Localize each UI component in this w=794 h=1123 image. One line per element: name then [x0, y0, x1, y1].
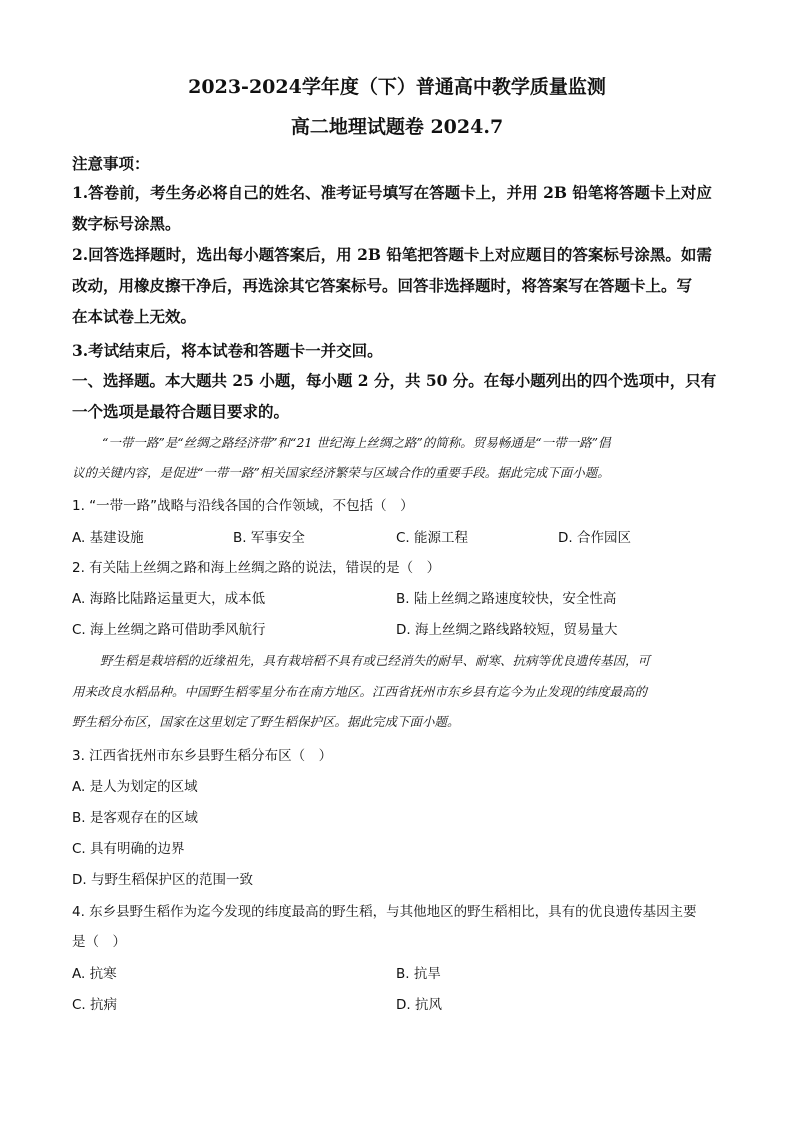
question-2-option-b: B. 陆上丝绸之路速度较快，安全性高	[396, 591, 617, 607]
passage-2-line-3: 野生稻分布区，国家在这里划定了野生稻保护区。据此完成下面小题。	[72, 714, 460, 729]
notice-item-2-line-2: 改动，用橡皮擦干净后，再选涂其它答案标号。回答非选择题时，将答案写在答题卡上。写	[72, 276, 693, 295]
notice-heading: 注意事项：	[72, 154, 150, 173]
question-1-option-c: C. 能源工程	[396, 530, 469, 546]
exam-title: 2023-2024学年度（下）普通高中教学质量监测	[188, 76, 606, 98]
exam-subtitle: 高二地理试题卷 2024.7	[290, 116, 504, 138]
question-4-stem-line-2: 是（ ）	[72, 934, 126, 950]
question-4-option-d: D. 抗风	[396, 997, 442, 1013]
notice-item-1-line-1: 1.答卷前，考生务必将自己的姓名、准考证号填写在答题卡上，并用 2B 铅笔将答题卡上对应	[72, 183, 712, 202]
question-3-stem: 3. 江西省抚州市东乡县野生稻分布区（ ）	[72, 748, 333, 764]
question-4-option-c: C. 抗病	[72, 997, 118, 1013]
question-4-option-b: B. 抗旱	[396, 966, 441, 982]
question-2-option-d: D. 海上丝绸之路线路较短，贸易量大	[396, 622, 618, 638]
passage-1-line-2: 议的关键内容，是促进“一带一路”相关国家经济繁荣与区域合作的重要手段。据此完成下面小题。	[72, 465, 610, 480]
question-2-stem: 2. 有关陆上丝绸之路和海上丝绸之路的说法，错误的是（ ）	[72, 560, 441, 576]
question-3-option-d: D. 与野生稻保护区的范围一致	[72, 872, 253, 888]
question-3-option-a: A. 是人为划定的区域	[72, 779, 198, 795]
question-3-option-b: B. 是客观存在的区域	[72, 810, 198, 826]
question-4-stem-line-1: 4. 东乡县野生稻作为迄今发现的纬度最高的野生稻，与其他地区的野生稻相比，具有的优良遗传基因主要	[72, 904, 697, 920]
question-3-option-c: C. 具有明确的边界	[72, 841, 185, 857]
question-1-stem: 1. “一带一路”战略与沿线各国的合作领域，不包括（ ）	[72, 498, 414, 514]
section-1-heading-line-2: 一个选项是最符合题目要求的。	[72, 402, 290, 421]
question-4-option-a: A. 抗寒	[72, 966, 117, 982]
notice-item-2-line-1: 2.回答选择题时，选出每小题答案后，用 2B 铅笔把答题卡上对应题目的答案标号涂黑。如需	[72, 245, 712, 264]
question-2-option-c: C. 海上丝绸之路可借助季风航行	[72, 622, 266, 638]
question-1-option-d: D. 合作园区	[558, 530, 631, 546]
passage-2-line-2: 用来改良水稻品种。中国野生稻零星分布在南方地区。江西省抚州市东乡县有迄今为止发现的纬度最高的	[72, 684, 648, 699]
passage-2-line-1: 野生稻是栽培稻的近缘祖先，具有栽培稻不具有或已经消失的耐旱、耐寒、抗病等优良遗传基因，可	[100, 653, 651, 668]
section-1-heading-line-1: 一、选择题。本大题共 25 小题，每小题 2 分，共 50 分。在每小题列出的四个选项中，只有	[72, 371, 717, 390]
question-2-option-a: A. 海路比陆路运量更大，成本低	[72, 591, 266, 607]
notice-item-2-line-3: 在本试卷上无效。	[72, 307, 197, 326]
question-1-option-b: B. 军事安全	[233, 530, 305, 546]
passage-1-line-1: “一带一路”是“丝绸之路经济带”和“21 世纪海上丝绸之路”的简称。贸易畅通是“一带一路”倡	[102, 435, 611, 450]
notice-item-3: 3.考试结束后，将本试卷和答题卡一并交回。	[72, 341, 383, 360]
notice-item-1-line-2: 数字标号涂黑。	[72, 214, 181, 233]
question-1-option-a: A. 基建设施	[72, 530, 144, 546]
